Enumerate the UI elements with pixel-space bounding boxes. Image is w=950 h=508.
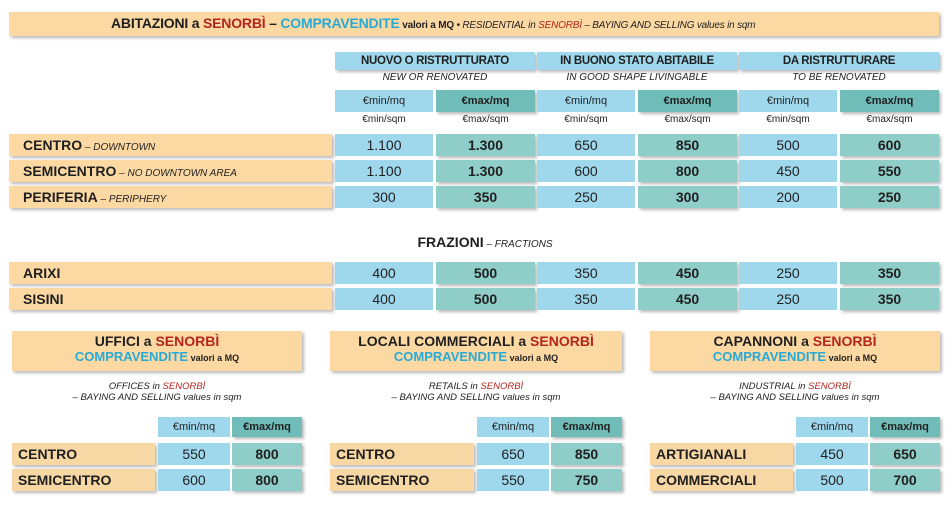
value-cell: 350 (840, 288, 939, 310)
main-title-prefix: ABITAZIONI a (111, 15, 204, 31)
col-header-good: IN BUONO STATO ABITABILE (537, 52, 737, 70)
offices-value-min: 550 (158, 443, 230, 465)
col-subtitle-new: NEW OR RENOVATED (382, 72, 488, 83)
unit-min-1: €min/mq (335, 90, 433, 112)
value-cell: 350 (840, 262, 939, 284)
offices-value-min: 600 (158, 469, 230, 491)
col-header-new: NUOVO O RISTRUTTURATO (335, 52, 535, 70)
value-cell: 450 (638, 288, 737, 310)
col-subtitle-renovate: TO BE RENOVATED (792, 72, 886, 83)
value-cell: 250 (739, 288, 837, 310)
industrial-row-label: COMMERCIALI (650, 469, 793, 491)
retails-unit-min: €min/mq (477, 417, 549, 437)
retails-title-box (330, 331, 622, 371)
unit-min-2: €min/mq (537, 90, 635, 112)
industrial-value-min: 500 (796, 469, 868, 491)
value-cell: 250 (739, 262, 837, 284)
industrial-value-min: 450 (796, 443, 868, 465)
value-cell: 250 (840, 186, 939, 208)
value-cell: 850 (638, 134, 737, 156)
value-cell: 800 (638, 160, 737, 182)
retails-unit-max: €max/mq (551, 417, 622, 437)
value-cell: 600 (840, 134, 939, 156)
industrial-value-max: 700 (870, 469, 940, 491)
value-cell: 600 (537, 160, 635, 182)
value-cell: 450 (739, 160, 837, 182)
main-title-banner (9, 12, 939, 36)
offices-row-label: SEMICENTRO (12, 469, 155, 491)
value-cell: 400 (335, 262, 433, 284)
unit-max-3: €max/mq (840, 90, 939, 112)
col-subtitle-good: IN GOOD SHAPE LIVINGABLE (566, 72, 708, 83)
offices-english-caption: OFFICES in SENORBÌ – BAYING AND SELLING values in sqm (72, 381, 242, 403)
retails-value-max: 850 (551, 443, 622, 465)
fractions-title (335, 232, 635, 255)
row-label-arixi: ARIXI (9, 262, 332, 284)
main-title-eng-suffix: – BAYING AND SELLING values in sqm (581, 20, 756, 31)
row-label-sub: – NO DOWNTOWN AREA (116, 168, 237, 179)
offices-title-line2: COMPRAVENDITE valori a MQ (74, 349, 240, 364)
offices-value-max: 800 (232, 443, 302, 465)
value-cell: 200 (739, 186, 837, 208)
offices-row-label: CENTRO (12, 443, 155, 465)
unit-max-1: €max/mq (436, 90, 535, 112)
row-label-centro (9, 134, 332, 156)
row-label-sub: – PERIPHERY (97, 194, 167, 205)
value-cell: 1.300 (436, 134, 535, 156)
retails-english-caption: RETAILS in SENORBÌ – BAYING AND SELLING values in sqm (391, 381, 561, 403)
unit-sqm-min-3: €min/sqm (766, 114, 810, 125)
industrial-english-caption: INDUSTRIAL in SENORBÌ – BAYING AND SELLING values in sqm (710, 381, 880, 403)
industrial-unit-min: €min/mq (796, 417, 868, 437)
industrial-value-max: 650 (870, 443, 940, 465)
main-title-unit: valori a MQ (399, 20, 454, 31)
value-cell: 400 (335, 288, 433, 310)
value-cell: 350 (537, 288, 635, 310)
fractions-subtitle: – FRACTIONS (483, 239, 553, 250)
value-cell: 300 (335, 186, 433, 208)
retails-value-max: 750 (551, 469, 622, 491)
value-cell: 500 (436, 262, 535, 284)
unit-sqm-max-3: €max/sqm (866, 114, 913, 125)
row-label-text: SEMICENTRO (23, 163, 117, 179)
row-label-text: PERIFERIA (23, 189, 98, 205)
main-title-eng-city: SENORBÌ (538, 20, 582, 31)
value-cell: 500 (739, 134, 837, 156)
offices-title-box (12, 331, 302, 371)
unit-sqm-min-1: €min/sqm (362, 114, 406, 125)
retails-value-min: 550 (477, 469, 549, 491)
value-cell: 350 (436, 186, 535, 208)
retails-row-label: CENTRO (330, 443, 474, 465)
retails-title-line1: LOCALI COMMERCIALI a SENORBÌ (358, 333, 594, 349)
value-cell: 250 (537, 186, 635, 208)
value-cell: 500 (436, 288, 535, 310)
retails-value-min: 650 (477, 443, 549, 465)
industrial-title-line2: COMPRAVENDITE valori a MQ (712, 349, 878, 364)
value-cell: 450 (638, 262, 737, 284)
value-cell: 350 (537, 262, 635, 284)
offices-title-line1: UFFICI a SENORBÌ (94, 333, 220, 349)
value-cell: 1.100 (335, 160, 433, 182)
industrial-title-line1: CAPANNONI a SENORBÌ (713, 333, 877, 349)
row-label-text: CENTRO (23, 137, 83, 153)
offices-unit-min: €min/mq (158, 417, 230, 437)
value-cell: 1.100 (335, 134, 433, 156)
value-cell: 550 (840, 160, 939, 182)
row-label-sisini: SISINI (9, 288, 332, 310)
row-label-sub: – DOWNTOWN (82, 142, 156, 153)
value-cell: 300 (638, 186, 737, 208)
row-label-semicentro (9, 160, 332, 182)
unit-sqm-min-2: €min/sqm (564, 114, 608, 125)
unit-sqm-max-1: €max/sqm (462, 114, 509, 125)
retails-row-label: SEMICENTRO (330, 469, 474, 491)
industrial-row-label: ARTIGIANALI (650, 443, 793, 465)
row-label-periferia (9, 186, 332, 208)
unit-max-2: €max/mq (638, 90, 737, 112)
retails-title-line2: COMPRAVENDITE valori a MQ (393, 349, 559, 364)
unit-sqm-max-2: €max/sqm (664, 114, 711, 125)
col-header-renovate: DA RISTRUTTURARE (739, 52, 939, 70)
unit-min-3: €min/mq (739, 90, 837, 112)
value-cell: 1.300 (436, 160, 535, 182)
main-title-compravendite: COMPRAVENDITE (280, 15, 400, 31)
main-title-city: SENORBÌ (203, 15, 266, 31)
industrial-unit-max: €max/mq (870, 417, 940, 437)
industrial-title-box (650, 331, 940, 371)
main-title-eng-prefix: • RESIDENTIAL in (453, 20, 539, 31)
offices-value-max: 800 (232, 469, 302, 491)
main-title-dash: – (265, 15, 281, 31)
offices-unit-max: €max/mq (232, 417, 302, 437)
fractions-title-text: FRAZIONI (417, 234, 484, 250)
value-cell: 650 (537, 134, 635, 156)
